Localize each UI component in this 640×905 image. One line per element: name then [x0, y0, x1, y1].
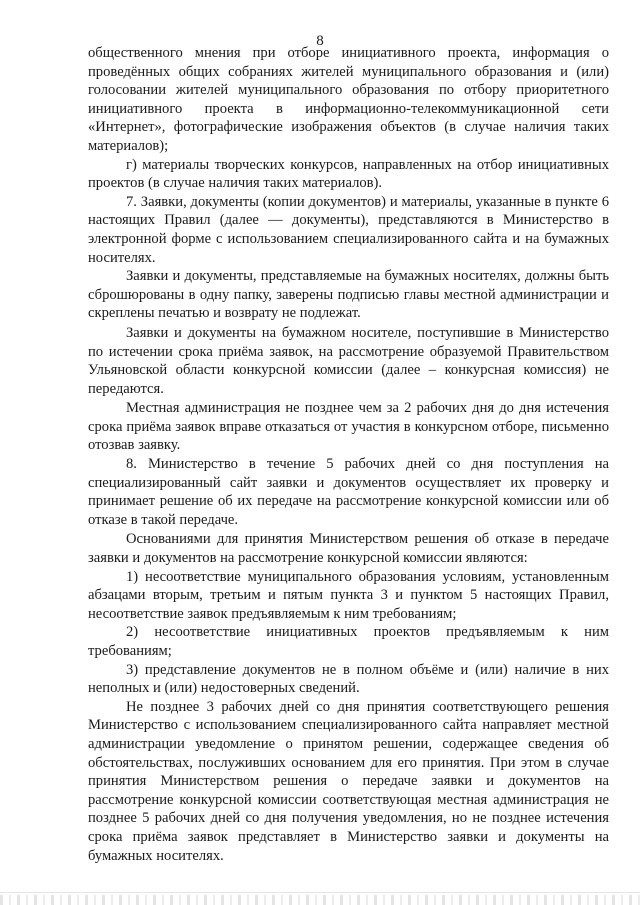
paragraph-clause-8: 8. Министерство в течение 5 рабочих дней со дня поступления на специализированный сайт заявки и документов осуществляет их проверку и принимает решение об их передаче на рассмотрение конкурсной комиссии или об отказе в такой передаче. — [88, 456, 609, 528]
page-number: 8 — [316, 33, 324, 49]
paragraph-continuation: общественного мнения при отборе инициативного проекта, информация о проведённых общих собраниях жителей муниципального образования и (или) голосовании жителей муниципального образования по отбору приоритетного инициативного проекта в информационно-телекоммуникационной сети «Интернет», фотографические изображения объектов (в случае наличия таких материалов); — [88, 45, 609, 154]
document-body — [88, 44, 609, 865]
paragraph-ground-2: 2) несоответствие инициативных проектов предъявляемым к ним требованиям; — [88, 624, 609, 659]
paragraph-ground-3: 3) представление документов не в полном объёме и (или) наличие в них неполных и (или) недостоверных сведений. — [88, 661, 609, 697]
paragraph-notification: Не позднее 3 рабочих дней со дня принятия соответствующего решения Министерство с использованием специализированного сайта направляет местной администрации уведомление о принятом решении, содержащее сведения об обстоятельствах, послуживших основанием для его принятия. При этом в случае принятия Министерством решения о передаче заявки и документов на рассмотрение конкурсной комиссии соответствующая местная администрация не позднее 5 рабочих дней со дня получения уведомления, но не позднее истечения срока приёма заявок представляет в Министерство заявки и документы на бумажных носителях. — [88, 698, 609, 864]
paragraph-refusal-grounds: Основаниями для принятия Министерством решения об отказе в передаче заявки и документов на рассмотрение конкурсной комиссии являются: — [88, 531, 609, 567]
paragraph-clause-7: 7. Заявки, документы (копии документов) и материалы, указанные в пункте 6 настоящих Правил (далее — документы), представляются в Министерство в электронной форме с использованием специализированного сайта и на бумажных носителях. — [88, 193, 609, 266]
paragraph-item-g: г) материалы творческих конкурсов, направленных на отбор инициативных проектов (в случае наличия таких материалов). — [88, 156, 609, 192]
scan-artifact-edge — [0, 895, 640, 905]
paragraph-late-documents: Заявки и документы на бумажном носителе, поступившие в Министерство по истечении срока приёма заявок, на рассмотрение образуемой Правительством Ульяновской области конкурсной комиссии (далее – конкурсная комиссия) не передаются. — [88, 324, 609, 397]
paragraph-paper-documents: Заявки и документы, представляемые на бумажных носителях, должны быть сброшюрованы в одну папку, заверены подписью главы местной администрации и скреплены печатью и возврату не подлежат. — [88, 268, 609, 322]
paragraph-ground-1: 1) несоответствие муниципального образования условиям, установленным абзацами вторым, третьим и пятым пункта 3 и пунктом 5 настоящих Правил, несоответствие заявок предъявляемым к ним требованиям; — [88, 568, 609, 622]
paragraph-withdrawal: Местная администрация не позднее чем за 2 рабочих дня до дня истечения срока приёма заявок вправе отказаться от участия в конкурсном отборе, письменно отозвав заявку. — [88, 400, 609, 454]
scan-artifact-line — [0, 892, 640, 893]
